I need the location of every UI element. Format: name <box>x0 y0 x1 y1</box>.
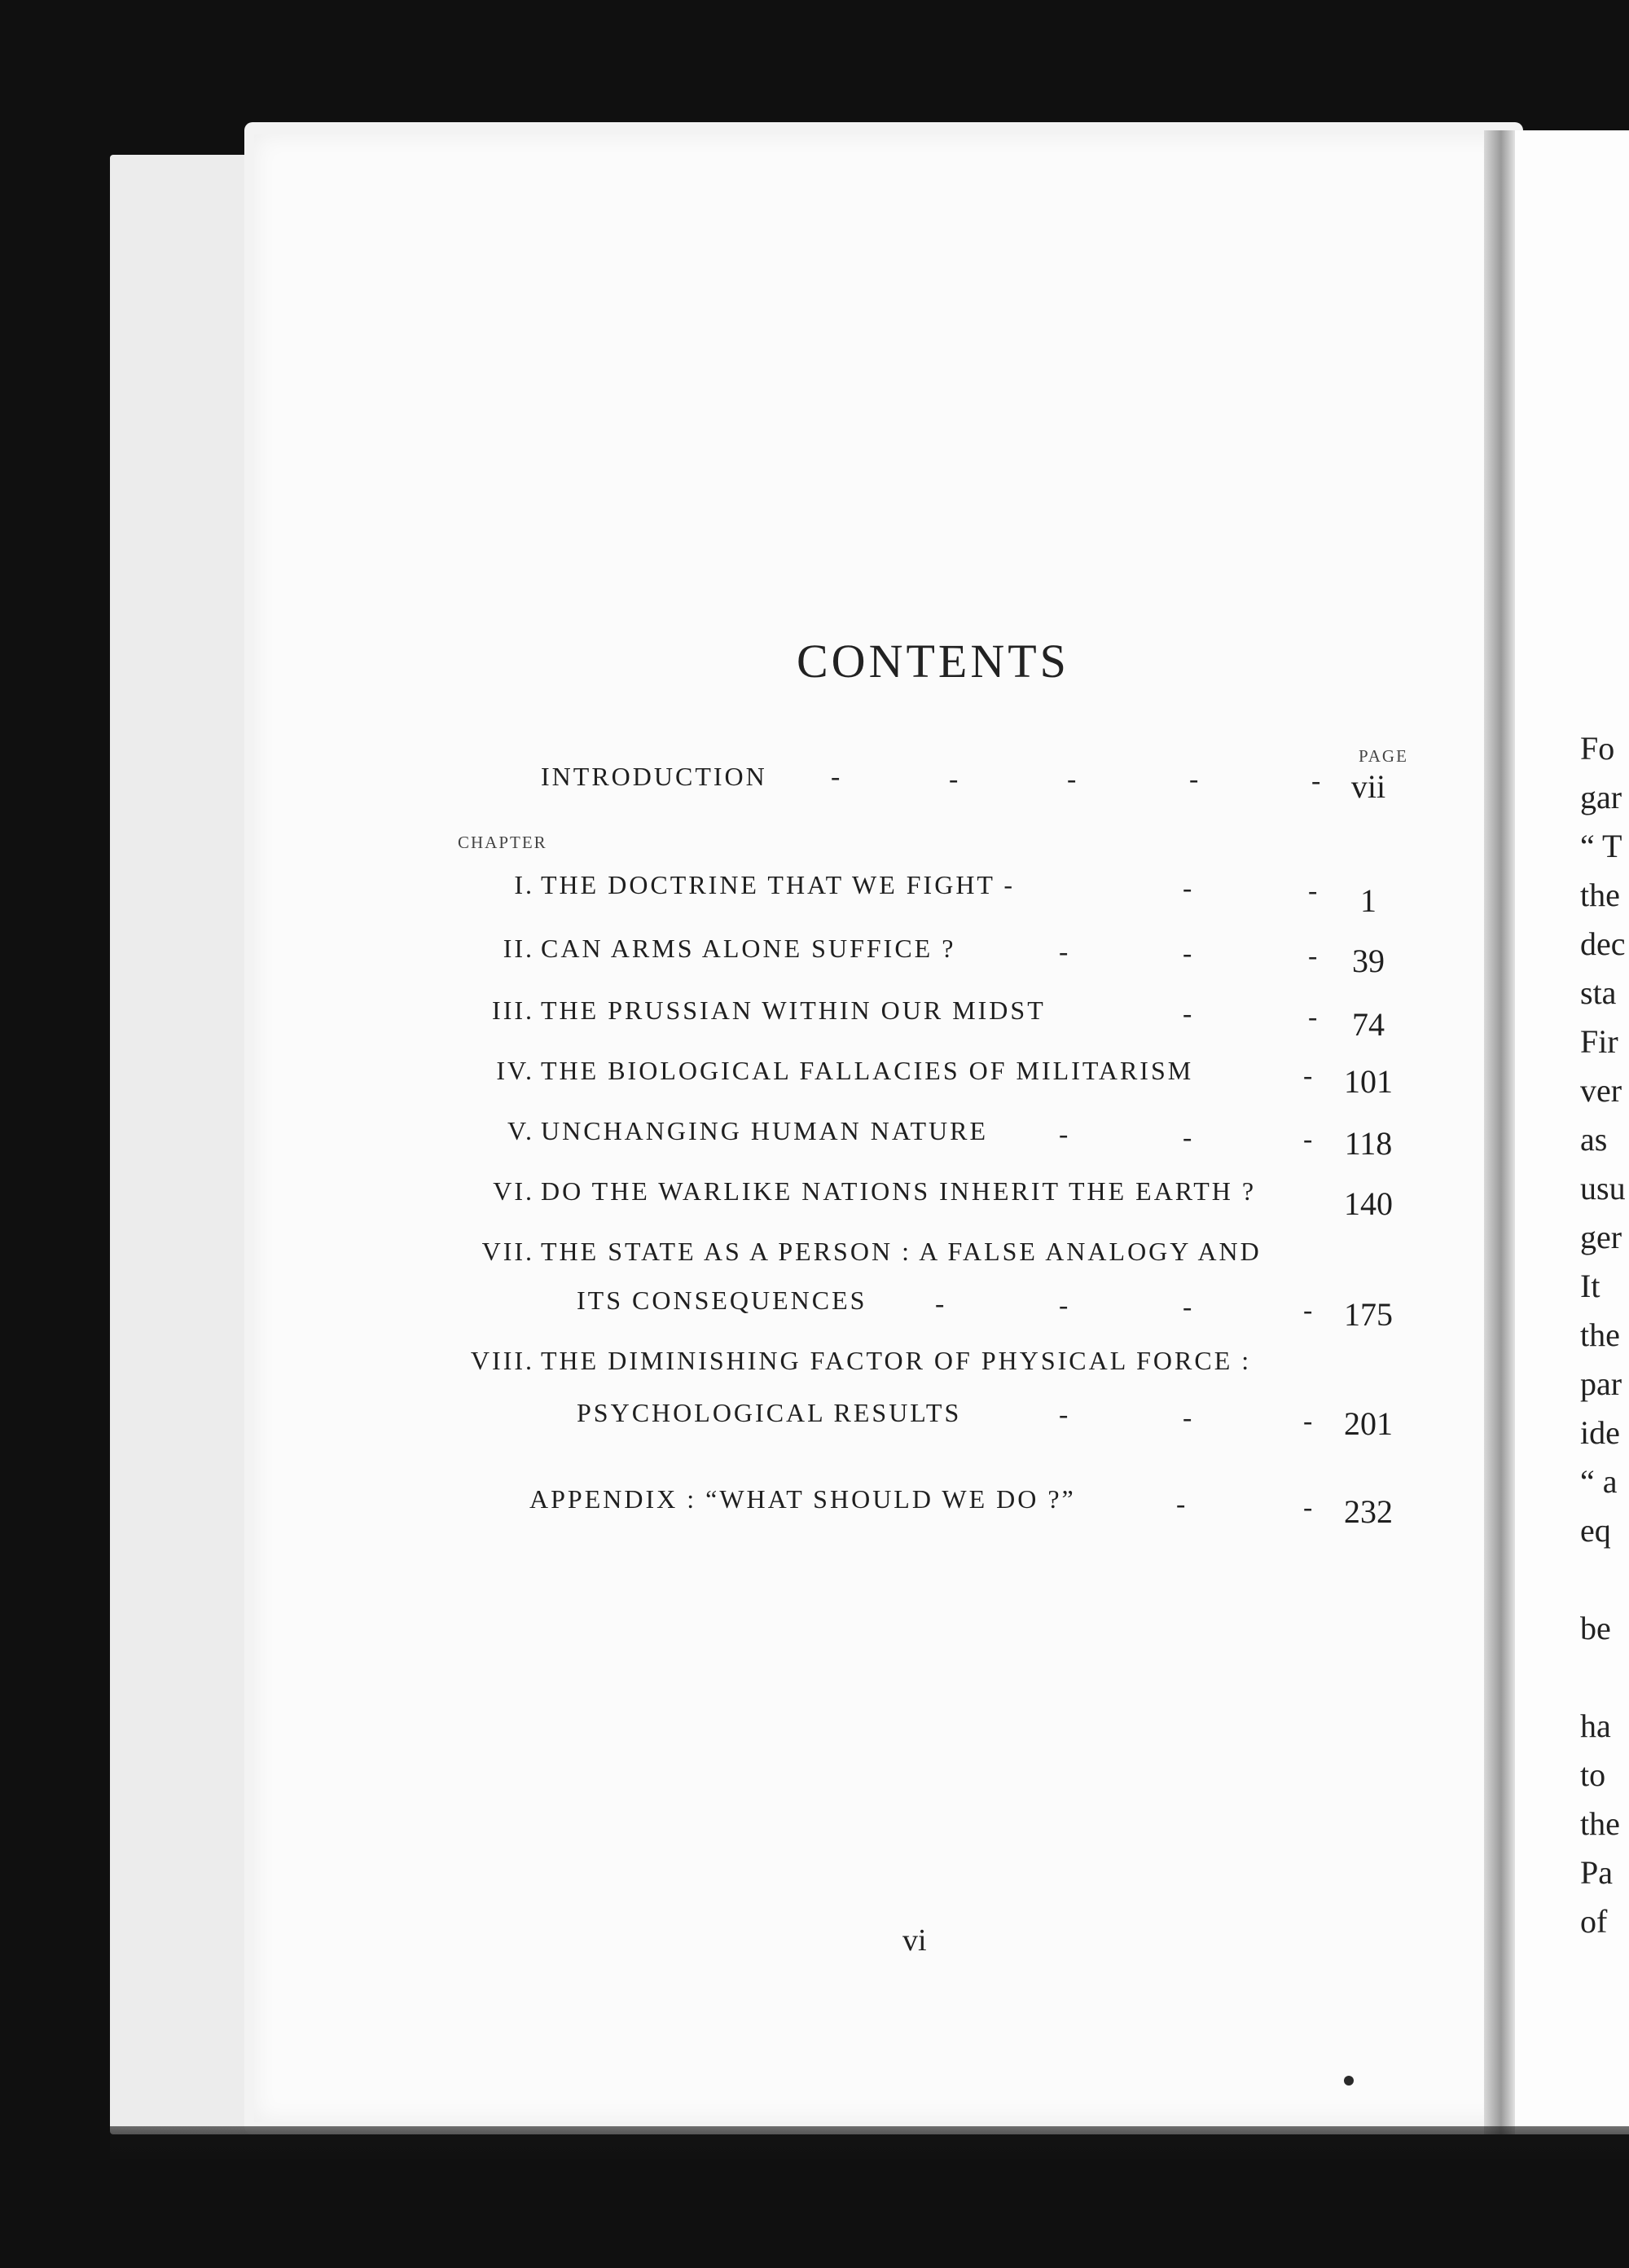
facing-page-line: “ a <box>1580 1463 1618 1500</box>
book-gutter <box>1484 130 1515 2134</box>
chapter-numeral: IV. <box>496 1056 534 1085</box>
appendix-entry: APPENDIX : “WHAT SHOULD WE DO ?” <box>529 1484 1076 1514</box>
facing-page-line: Fo <box>1580 730 1615 767</box>
facing-page-line: “ T <box>1580 828 1622 864</box>
page-title: CONTENTS <box>797 635 1069 688</box>
chapter-title: THE DIMINISHING FACTOR OF PHYSICAL FORCE : <box>541 1346 1252 1375</box>
facing-page-line: the <box>1580 877 1620 913</box>
page-folio: vi <box>902 1923 927 1958</box>
facing-page-line: ver <box>1580 1072 1622 1109</box>
facing-page-line: to <box>1580 1756 1606 1793</box>
page-column-heading: PAGE <box>1359 746 1408 766</box>
chapter-page-number: 140 <box>1344 1185 1393 1222</box>
chapter-numeral: VII. <box>481 1237 534 1266</box>
chapter-title: CAN ARMS ALONE SUFFICE ? <box>541 934 956 963</box>
chapter-numeral: II. <box>503 934 534 963</box>
facing-page-line: ger <box>1580 1219 1622 1255</box>
chapter-title: DO THE WARLIKE NATIONS INHERIT THE EARTH ? <box>541 1176 1257 1206</box>
chapter-title-continuation: ITS CONSEQUENCES <box>577 1286 867 1315</box>
chapter-title: UNCHANGING HUMAN NATURE <box>541 1116 988 1145</box>
chapter-page-number: 201 <box>1344 1405 1393 1442</box>
ink-spot <box>1344 2076 1354 2086</box>
facing-page-line: eq <box>1580 1512 1611 1549</box>
chapter-numeral: I. <box>514 870 534 899</box>
introduction-page-number: vii <box>1350 768 1386 805</box>
facing-page-line: It <box>1580 1268 1600 1304</box>
facing-page-line: ha <box>1580 1708 1611 1744</box>
chapter-title-continuation: PSYCHOLOGICAL RESULTS <box>577 1398 962 1427</box>
chapter-numeral: VIII. <box>470 1346 534 1375</box>
facing-page <box>1515 130 1629 2134</box>
chapter-title: THE BIOLOGICAL FALLACIES OF MILITARISM <box>541 1056 1194 1085</box>
facing-page-line: ide <box>1580 1414 1620 1451</box>
chapter-title: THE PRUSSIAN WITHIN OUR MIDST <box>541 996 1046 1025</box>
chapter-page-number: 175 <box>1344 1296 1393 1333</box>
chapter-page-number: 74 <box>1352 1006 1385 1043</box>
book-bottom-shadow <box>110 2126 1629 2159</box>
facing-page-line: Fir <box>1580 1023 1618 1060</box>
facing-page-line: sta <box>1580 974 1617 1011</box>
facing-page-line: as <box>1580 1121 1608 1158</box>
chapter-column-heading: CHAPTER <box>458 833 547 852</box>
facing-page-line: of <box>1580 1903 1608 1940</box>
facing-page-line: the <box>1580 1316 1620 1353</box>
chapter-numeral: V. <box>507 1116 534 1145</box>
facing-page-line: par <box>1580 1365 1622 1402</box>
chapter-page-number: 118 <box>1344 1125 1393 1162</box>
chapter-title: THE DOCTRINE THAT WE FIGHT - <box>541 870 1016 899</box>
facing-page-line: gar <box>1580 779 1622 815</box>
chapter-numeral: VI. <box>493 1176 534 1206</box>
facing-page-line: Pa <box>1580 1854 1613 1891</box>
chapter-title: THE STATE AS A PERSON : A FALSE ANALOGY AND <box>541 1237 1262 1266</box>
chapter-numeral: III. <box>492 996 534 1025</box>
chapter-page-number: 1 <box>1360 882 1377 919</box>
chapter-page-number: 39 <box>1352 943 1385 979</box>
appendix-page-number: 232 <box>1344 1493 1393 1530</box>
introduction-entry: INTRODUCTION <box>541 762 767 791</box>
facing-page-line: be <box>1580 1610 1611 1646</box>
facing-page-line: usu <box>1580 1170 1626 1207</box>
facing-page-line: the <box>1580 1805 1620 1842</box>
facing-page-line: dec <box>1580 925 1626 962</box>
chapter-page-number: 101 <box>1344 1063 1393 1100</box>
